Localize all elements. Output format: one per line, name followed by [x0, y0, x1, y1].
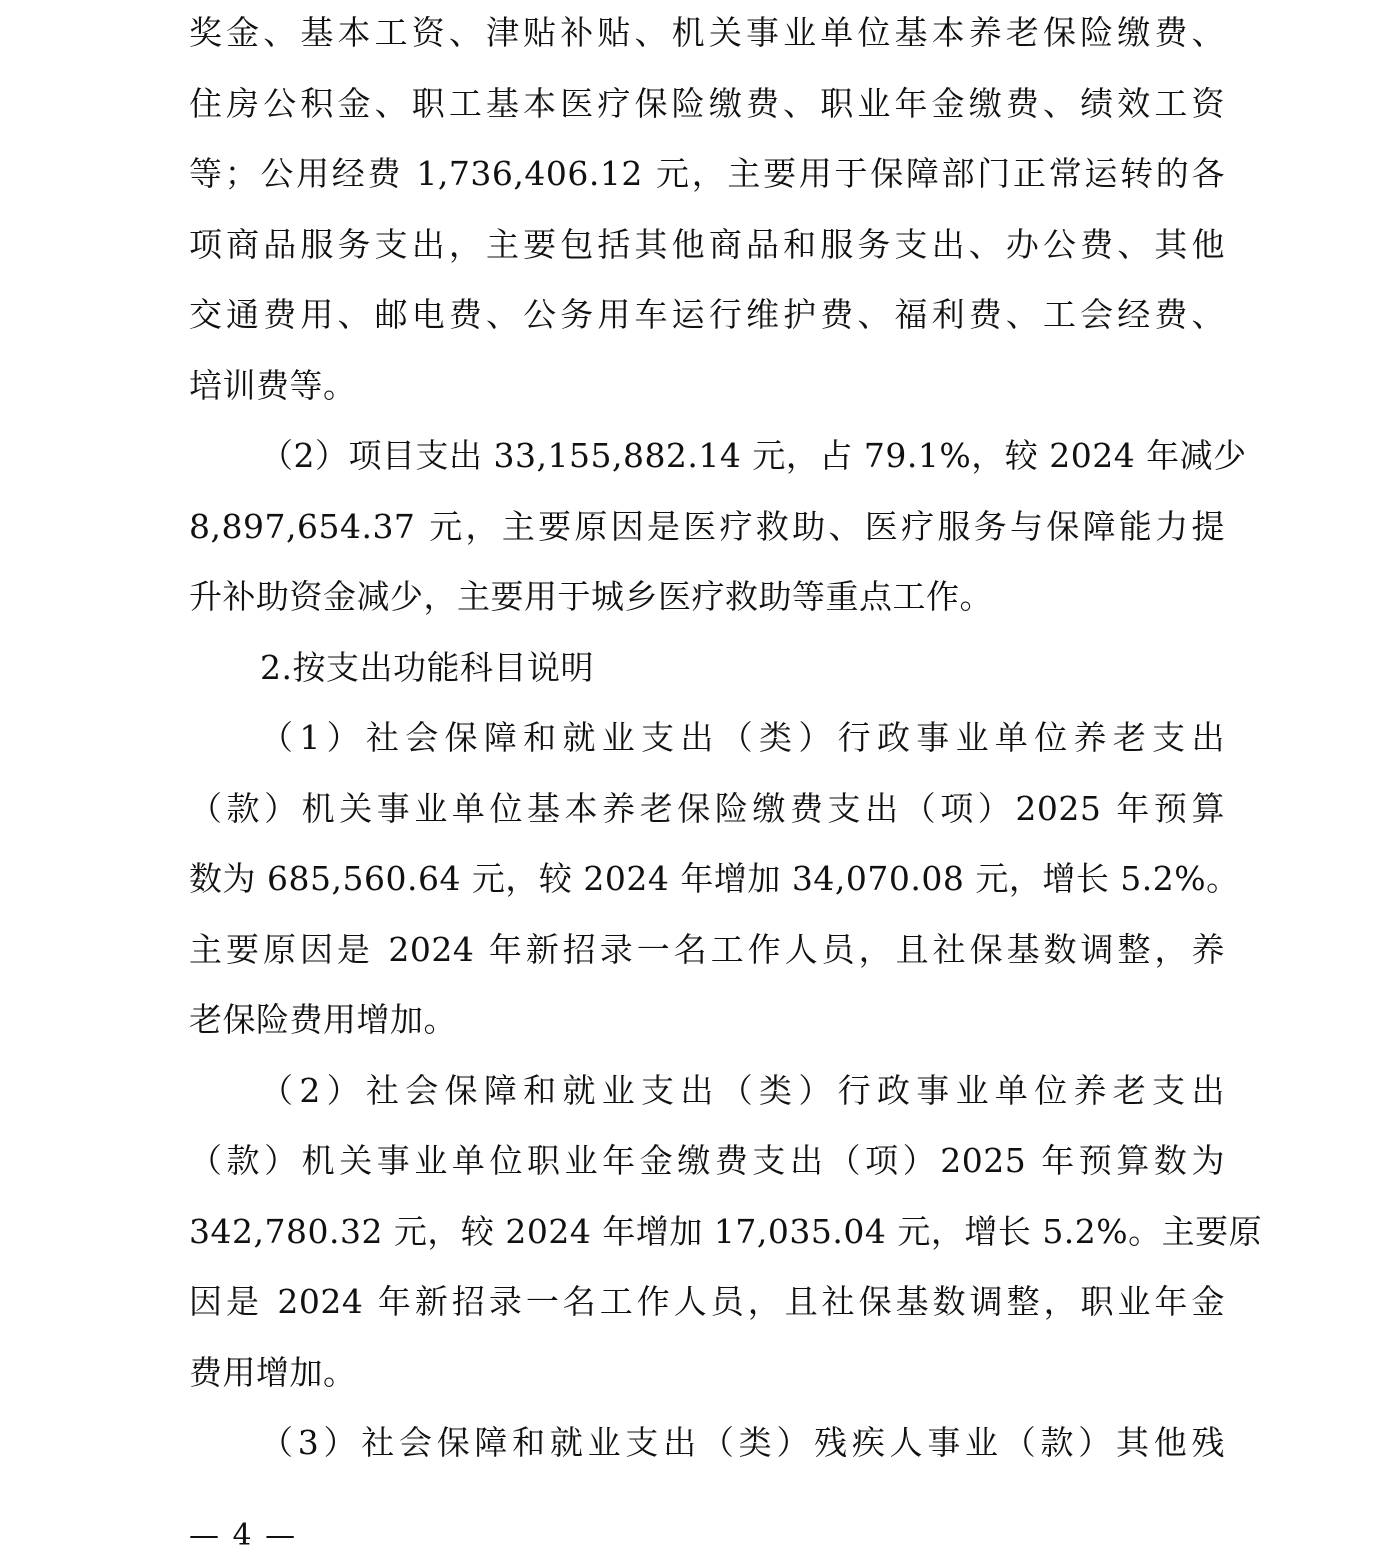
text-line: 住房公积金、职工基本医疗保险缴费、职业年金缴费、绩效工资 — [189, 83, 1225, 123]
text-line: 342,780.32 元，较 2024 年增加 17,035.04 元，增长 5.2%。主要原 — [189, 1211, 1263, 1251]
section-heading: 2.按支出功能科目说明 — [260, 647, 594, 687]
text-line: 数为 685,560.64 元，较 2024 年增加 34,070.08 元，增长 5.2%。 — [189, 859, 1240, 898]
text-line: 交通费用、邮电费、公务用车运行维护费、福利费、工会经费、 — [189, 295, 1225, 334]
text-line: 费用增加。 — [189, 1352, 357, 1392]
text-line: （款）机关事业单位职业年金缴费支出（项）2025 年预算数为 — [189, 1141, 1225, 1180]
body-text — [189, 0, 1263, 1479]
text-line: 8,897,654.37 元，主要原因是医疗救助、医疗服务与保障能力提 — [189, 506, 1225, 546]
text-line: 升补助资金减少，主要用于城乡医疗救助等重点工作。 — [189, 577, 993, 616]
text-line: 奖金、基本工资、津贴补贴、机关事业单位基本养老保险缴费、 — [189, 13, 1225, 52]
text-line: 老保险费用增加。 — [189, 1000, 457, 1039]
text-line: （1）社会保障和就业支出（类）行政事业单位养老支出 — [260, 718, 1225, 757]
text-line: 主要原因是 2024 年新招录一名工作人员，且社保基数调整，养 — [189, 929, 1225, 969]
text-line: （2）社会保障和就业支出（类）行政事业单位养老支出 — [260, 1070, 1225, 1110]
text-line: 因是 2024 年新招录一名工作人员，且社保基数调整，职业年金 — [189, 1282, 1225, 1321]
text-line: （3）社会保障和就业支出（类）残疾人事业（款）其他残 — [260, 1423, 1225, 1462]
text-line: 项商品服务支出，主要包括其他商品和服务支出、办公费、其他 — [189, 224, 1225, 264]
text-line: （2）项目支出 33,155,882.14 元，占 79.1%，较 2024 年减少 — [260, 436, 1247, 475]
page-number: — 4 — — [189, 1518, 298, 1553]
text-line: 等；公用经费 1,736,406.12 元，主要用于保障部门正常运转的各 — [189, 154, 1225, 193]
text-line: 培训费等。 — [189, 365, 357, 405]
text-line: （款）机关事业单位基本养老保险缴费支出（项）2025 年预算 — [189, 788, 1225, 828]
